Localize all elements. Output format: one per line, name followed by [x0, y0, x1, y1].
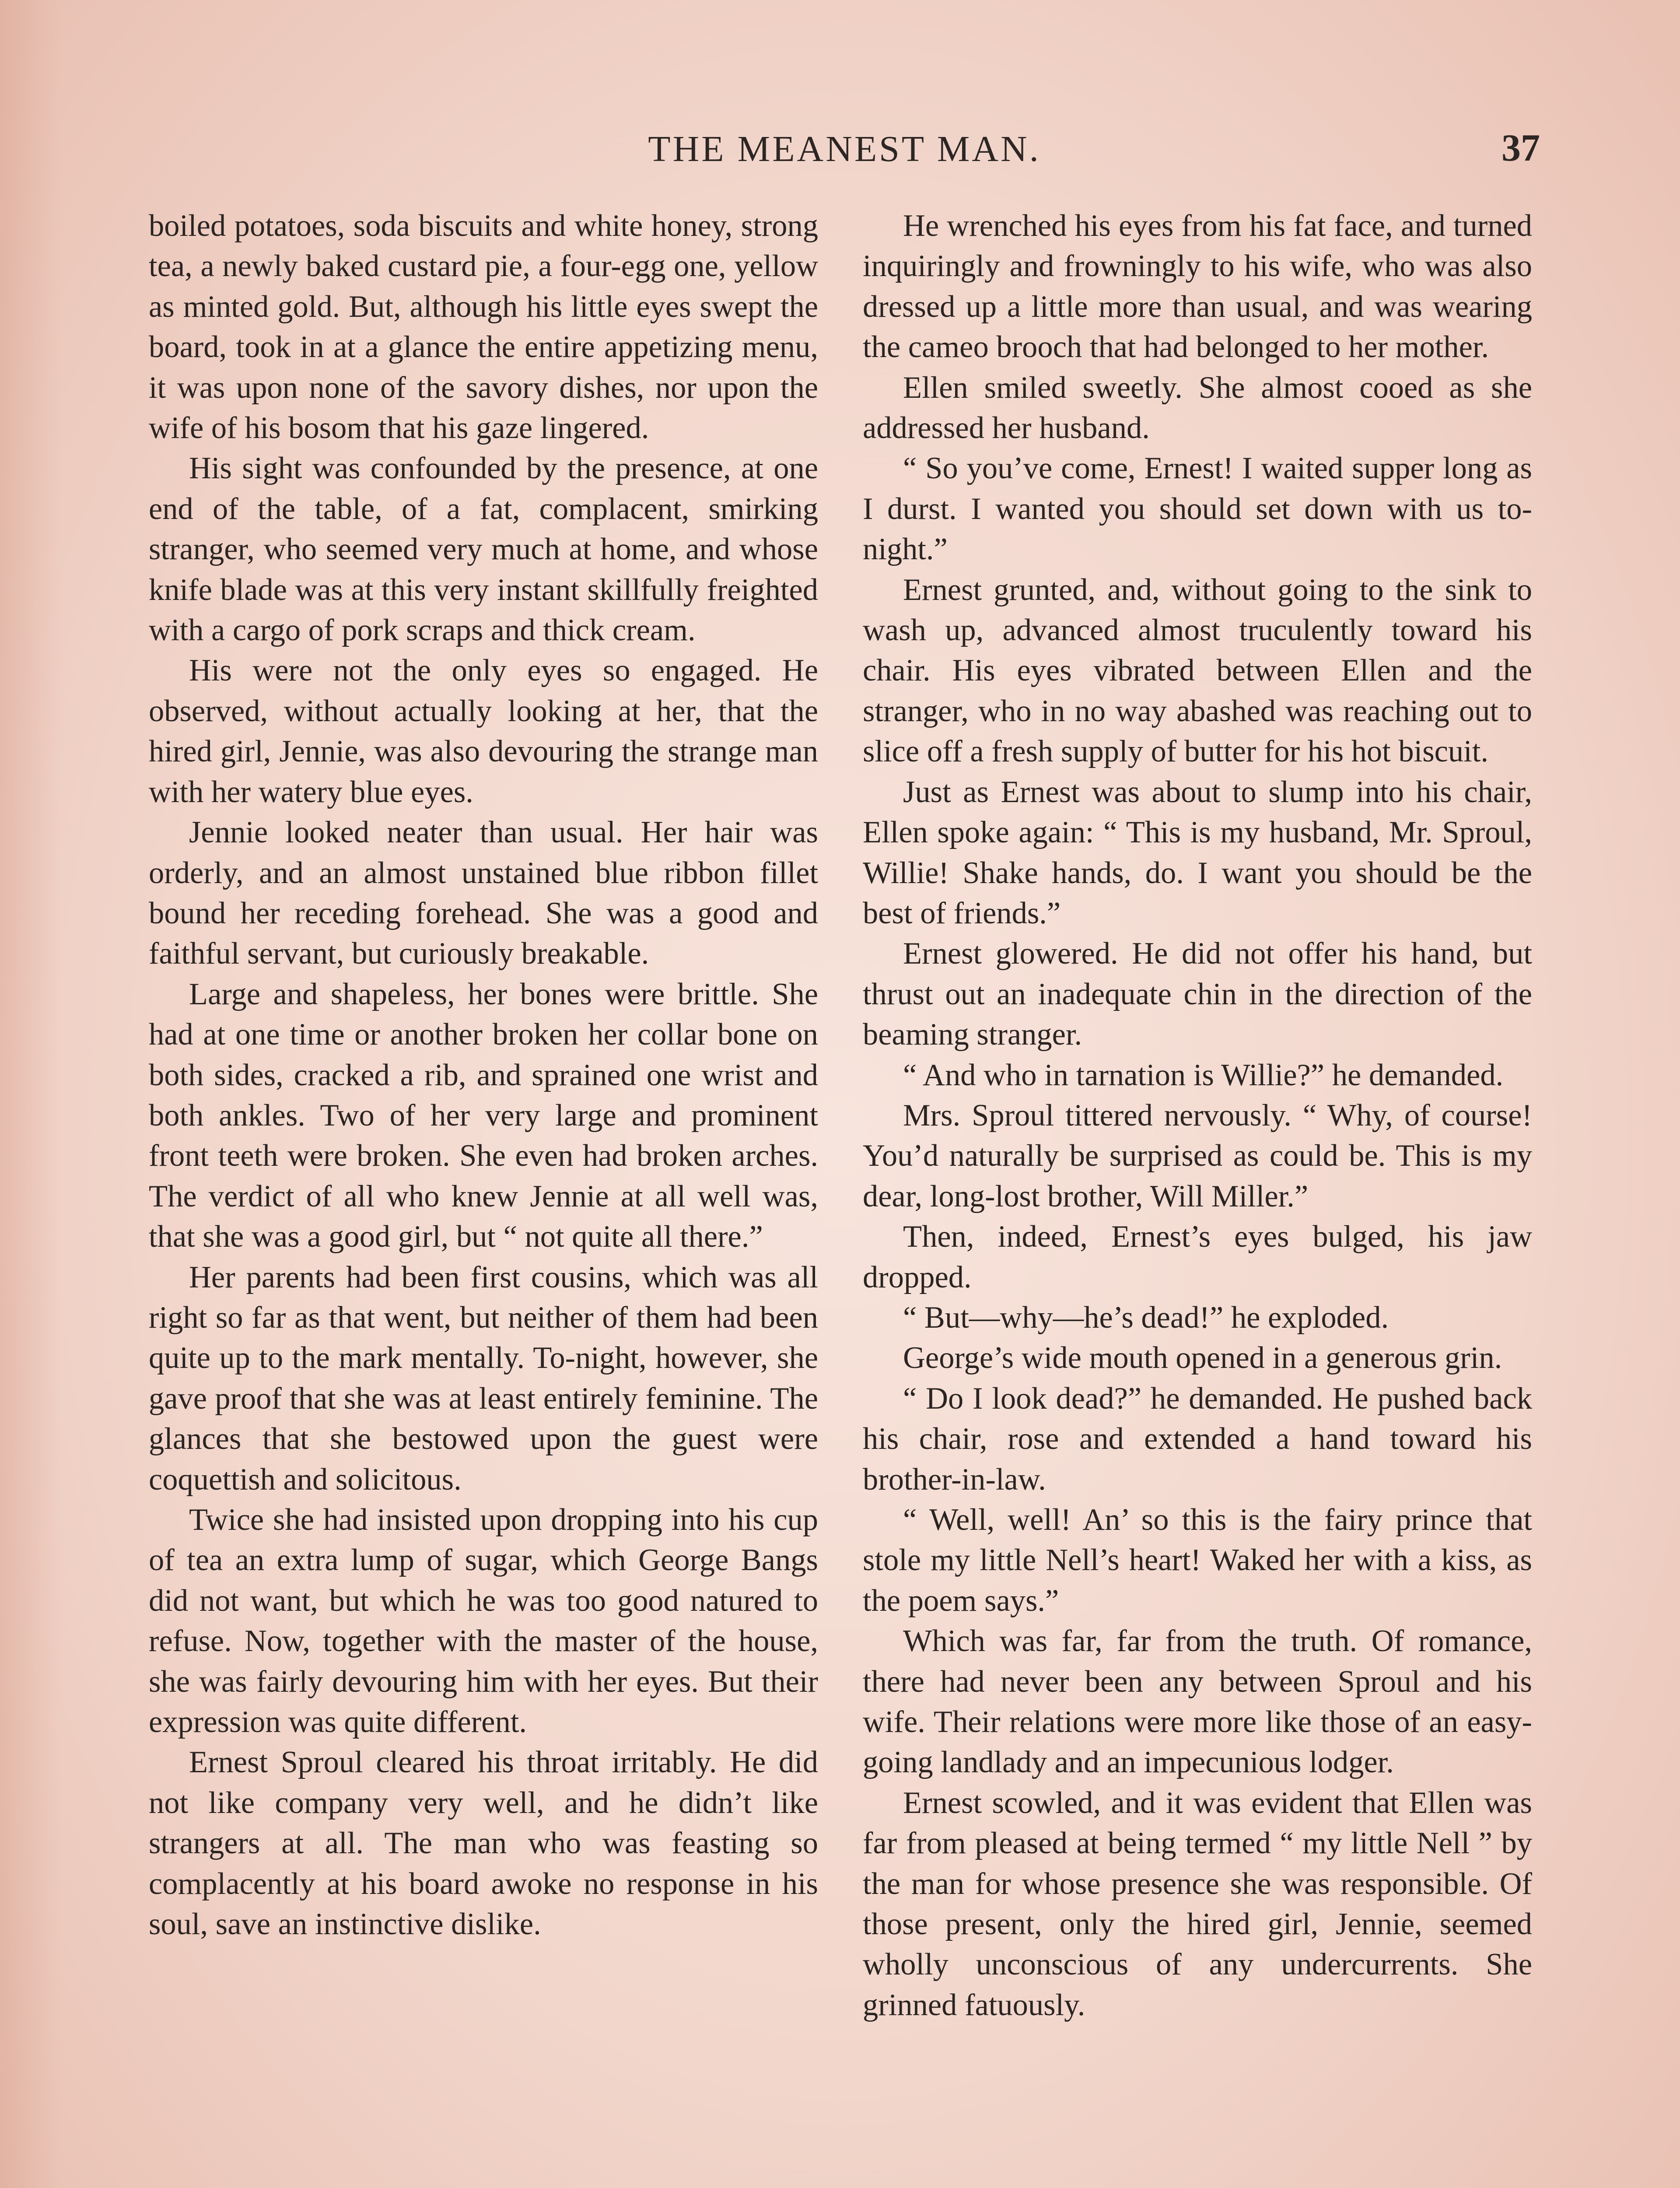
- paragraph: Ernest Sproul cleared his throat irritably. He did not like company very well, and he didn’t like strangers at all. The man who was feasting so complacently at his board awoke no response in his soul, save an instinctive dislike.: [149, 1745, 818, 1942]
- paragraph: boiled potatoes, soda biscuits and white honey, strong tea, a newly baked custard pie, a four-egg one, yellow as minted gold. But, although his little eyes swept the board, took in at a glance the entire appetizing menu, it was upon none of the savory dishes, nor upon the wife of his bosom that his gaze lingered.: [149, 209, 818, 445]
- paragraph: “ So you’ve come, Ernest! I waited supper long as I durst. I wanted you should set down with us to-night.”: [863, 451, 1532, 567]
- paragraph: “ And who in tarnation is Willie?” he demanded.: [903, 1058, 1504, 1092]
- running-head: THE MEANEST MAN.: [648, 129, 1041, 169]
- paragraph: Jennie looked neater than usual. Her hair was orderly, and an almost unstained blue ribbon fillet bound her receding forehead. She was a good and faithful servant, but curiously breakable.: [149, 815, 818, 971]
- paragraph: Ernest grunted, and, without going to the sink to wash up, advanced almost truculently toward his chair. His eyes vibrated between Ellen and the stranger, who in no way abashed was reaching out to slice off a fresh supply of butter for his hot biscuit.: [863, 572, 1532, 769]
- paragraph: Twice she had insisted upon dropping into his cup of tea an extra lump of sugar, which George Bangs did not want, but which he was too good natured to refuse. Now, together with the master of the house, she was fairly devouring him with her eyes. But their expression was quite different.: [149, 1503, 818, 1739]
- paragraph: Large and shapeless, her bones were brittle. She had at one time or another broken her collar bone on both sides, cracked a rib, and sprained one wrist and both ankles. Two of her very large and prominent front teeth were broken. She even had broken arches. The verdict of all who knew Jennie at all well was, that she was a good girl, but “ not quite all there.”: [149, 977, 818, 1254]
- page-header: [149, 128, 1540, 180]
- paragraph: He wrenched his eyes from his fat face, and turned inquiringly and frowningly to his wife, who was also dressed up a little more than usual, and was wearing the cameo brooch that had belonged to her mother.: [863, 209, 1532, 365]
- paragraph: Ellen smiled sweetly. She almost cooed as she addressed her husband.: [863, 370, 1532, 445]
- page-number: 37: [1502, 127, 1540, 169]
- paragraph: Ernest scowled, and it was evident that Ellen was far from pleased at being termed “ my little Nell ” by the man for whose presence she was responsible. Of those present, only the hired girl, Jennie, seemed wholly unconscious of any undercurrents. She grinned fatuously.: [863, 1785, 1532, 2022]
- paragraph: Her parents had been first cousins, which was all right so far as that went, but neither of them had been quite up to the mark mentally. To-night, however, she gave proof that she was at least entirely feminine. The glances that she bestowed upon the guest were coquettish and solicitous.: [149, 1260, 818, 1497]
- right-column: [863, 206, 1532, 2025]
- paragraph: Ernest glowered. He did not offer his hand, but thrust out an inadequate chin in the direction of the beaming stranger.: [863, 936, 1532, 1052]
- paragraph: His were not the only eyes so engaged. He observed, without actually looking at her, that the hired girl, Jennie, was also devouring the strange man with her watery blue eyes.: [149, 653, 818, 809]
- paragraph: His sight was confounded by the presence, at one end of the table, of a fat, complacent, smirking stranger, who seemed very much at home, and whose knife blade was at this very instant skillfully freighted with a cargo of pork scraps and thick cream.: [149, 451, 818, 648]
- paragraph: Mrs. Sproul tittered nervously. “ Why, of course! You’d naturally be surprised as could be. This is my dear, long-lost brother, Will Miller.”: [863, 1098, 1532, 1213]
- paragraph: Just as Ernest was about to slump into his chair, Ellen spoke again: “ This is my husband, Mr. Sproul, Willie! Shake hands, do. I want you should be the best of friends.”: [863, 775, 1532, 930]
- paragraph: “ But—why—he’s dead!” he exploded.: [903, 1300, 1389, 1335]
- paragraph: “ Do I look dead?” he demanded. He pushed back his chair, rose and extended a hand toward his brother-in-law.: [863, 1381, 1532, 1497]
- paper-edge-stain: [0, 0, 61, 2188]
- left-column: [149, 206, 818, 1944]
- paragraph: “ Well, well! An’ so this is the fairy prince that stole my little Nell’s heart! Waked her with a kiss, as the poem says.”: [863, 1503, 1532, 1618]
- paragraph: George’s wide mouth opened in a generous grin.: [903, 1341, 1502, 1375]
- paragraph: Which was far, far from the truth. Of romance, there had never been any between Sproul and his wife. Their relations were more like those of an easy-going landlady and an impecunious lodger.: [863, 1624, 1532, 1780]
- paragraph: Then, indeed, Ernest’s eyes bulged, his jaw dropped.: [863, 1220, 1532, 1294]
